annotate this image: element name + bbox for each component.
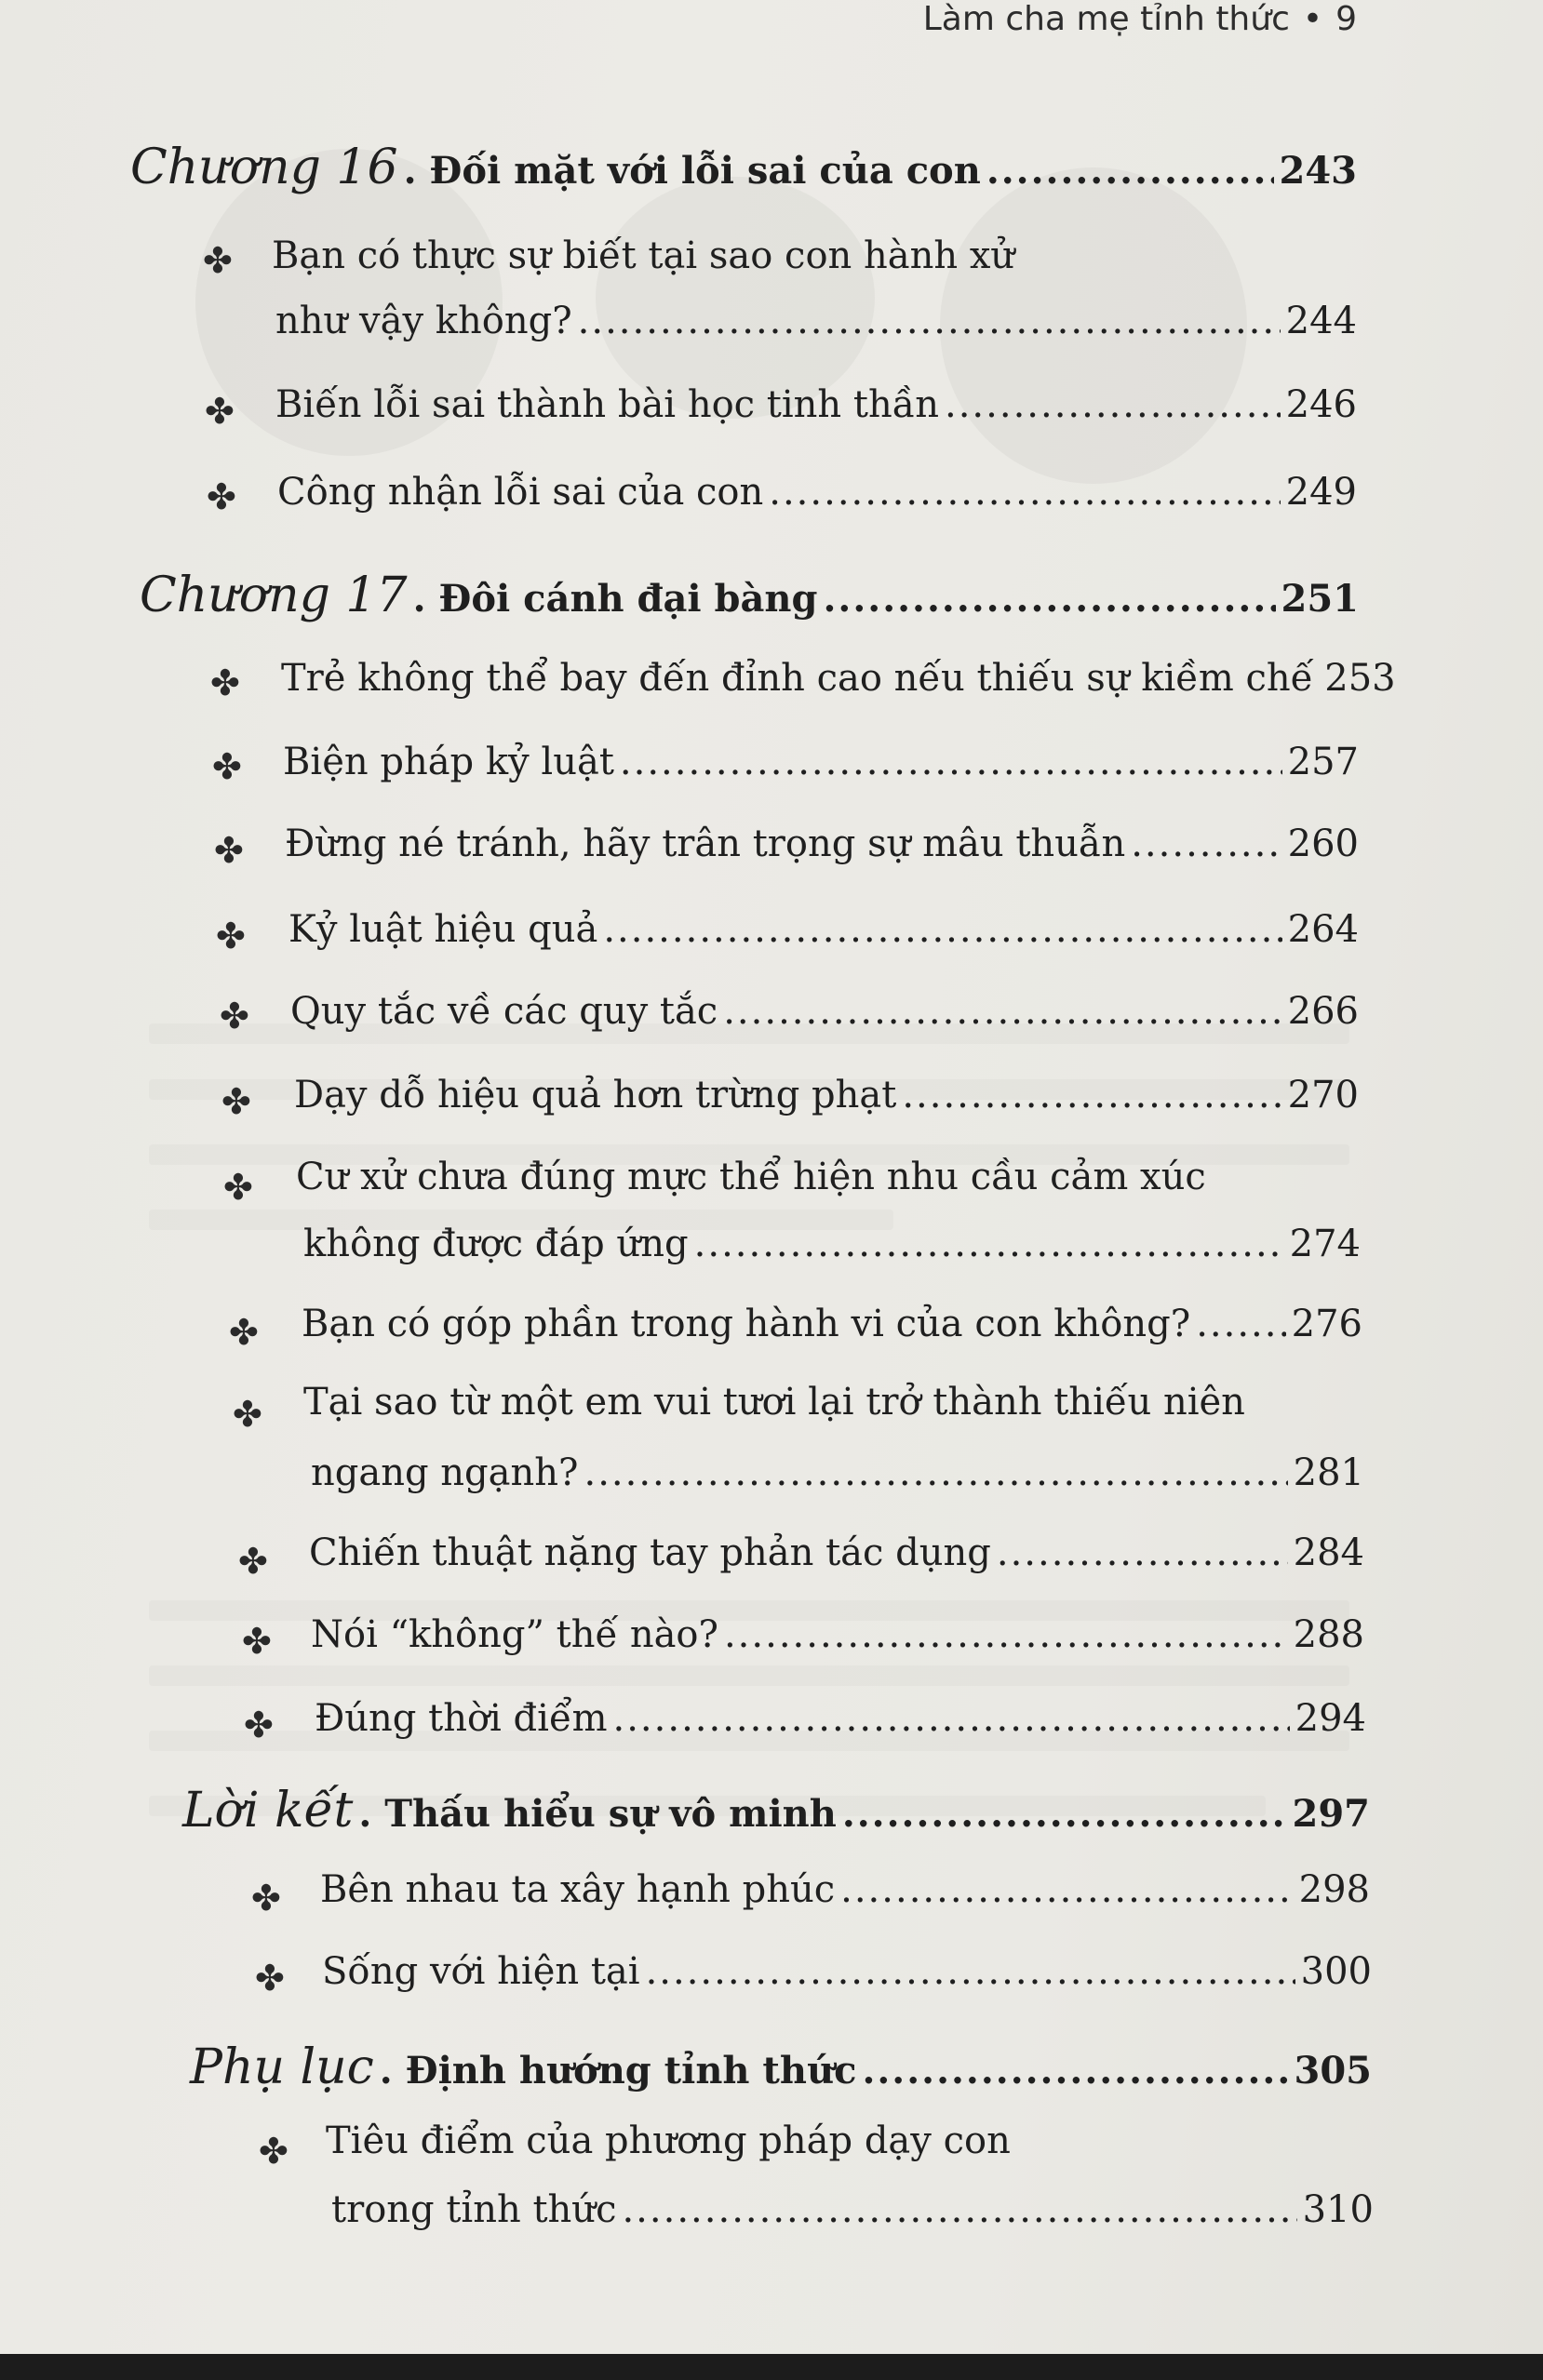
toc-entry [294, 1074, 1359, 1116]
clover-ornament-icon: ✤ [203, 240, 233, 281]
toc-entry [275, 383, 1357, 426]
toc-entry-title: Biện pháp kỷ luật [283, 741, 614, 783]
toc-entry-line: Cư xử chưa đúng mực thể hiện nhu cầu cảm xúc [296, 1156, 1206, 1198]
page-ref: 243 [1279, 149, 1357, 193]
toc-entry [288, 908, 1359, 951]
dot-leader [724, 1613, 1288, 1656]
clover-ornament-icon: ✤ [255, 1958, 285, 1999]
chapter-label: Chương 17 [140, 568, 408, 623]
clover-ornament-icon: ✤ [244, 1705, 274, 1745]
page-ref: 274 [1289, 1223, 1361, 1265]
show-through-illustration [596, 177, 875, 419]
dot-leader [613, 1697, 1290, 1740]
page-ref: 260 [1287, 822, 1359, 865]
separator: • [1302, 0, 1323, 38]
page-ref: 310 [1302, 2188, 1374, 2231]
toc-entry [309, 1531, 1364, 1574]
page-ref: 249 [1285, 471, 1357, 514]
clover-ornament-icon: ✤ [210, 662, 240, 703]
toc-entry [275, 300, 1357, 342]
dot-leader [1196, 1303, 1285, 1345]
dot-leader [840, 1868, 1294, 1911]
page-ref: 253 [1324, 657, 1396, 700]
toc-entry-title: Bên nhau ta xây hạnh phúc [320, 1868, 836, 1911]
page-ref: 251 [1281, 577, 1359, 621]
page-bottom-edge [0, 2354, 1543, 2380]
clover-ornament-icon: ✤ [207, 476, 236, 517]
page-ref: 266 [1287, 990, 1359, 1033]
toc-entry [311, 1451, 1364, 1494]
toc-entry [315, 1697, 1366, 1740]
chapter-label: Lời kết [182, 1783, 354, 1838]
clover-ornament-icon: ✤ [229, 1312, 259, 1353]
dot-leader [1131, 822, 1281, 865]
chapter-title: . Thấu hiểu sự vô minh [358, 1792, 837, 1836]
toc-entry [283, 741, 1359, 783]
dot-leader [620, 741, 1282, 783]
page-ref: 270 [1287, 1074, 1359, 1116]
page-ref: 281 [1293, 1451, 1364, 1494]
clover-ornament-icon: ✤ [220, 996, 249, 1036]
toc-entry-title: Công nhận lỗi sai của con [277, 471, 764, 514]
toc-entry-title: Biến lỗi sai thành bài học tinh thần [275, 383, 939, 426]
toc-appendix [190, 2039, 1372, 2095]
dot-leader [769, 471, 1280, 514]
toc-entry-title: Quy tắc về các quy tắc [290, 990, 718, 1033]
toc-entry [311, 1613, 1364, 1656]
page-ref: 264 [1287, 908, 1359, 951]
toc-entry-title: Kỷ luật hiệu quả [288, 908, 598, 951]
toc-entry [285, 822, 1359, 865]
toc-entry [320, 1868, 1370, 1911]
chapter-label: Phụ lục [190, 2039, 374, 2095]
chapter-label: Chương 16 [130, 140, 398, 195]
clover-ornament-icon: ✤ [216, 916, 246, 956]
page-ref: 276 [1291, 1303, 1362, 1345]
page-ref: 257 [1287, 741, 1359, 783]
toc-entry-title: Chiến thuật nặng tay phản tác dụng [309, 1531, 991, 1574]
clover-ornament-icon: ✤ [205, 391, 235, 432]
page-ref: 284 [1293, 1531, 1364, 1574]
dot-leader [578, 300, 1281, 342]
toc-entry [290, 990, 1359, 1033]
chapter-title: . Đối mặt với lỗi sai của con [403, 149, 981, 193]
dot-leader [584, 1451, 1287, 1494]
dot-leader [603, 908, 1281, 951]
chapter-title: . Định hướng tỉnh thức [379, 2049, 857, 2093]
toc-entry-title: Đúng thời điểm [315, 1697, 608, 1740]
clover-ornament-icon: ✤ [214, 830, 244, 871]
page-ref: 305 [1294, 2049, 1372, 2093]
page-ref: 294 [1295, 1697, 1366, 1740]
toc-entry [303, 1223, 1361, 1265]
dot-leader [646, 1950, 1295, 1993]
dot-leader [945, 383, 1281, 426]
page-ref: 288 [1293, 1613, 1364, 1656]
toc-entry-title: ngang ngạnh? [311, 1451, 579, 1494]
dot-leader [902, 1074, 1281, 1116]
toc-entry [331, 2188, 1374, 2231]
toc-entry-title: Nói “không” thế nào? [311, 1613, 718, 1656]
toc-entry [322, 1950, 1372, 1993]
page-ref: 244 [1285, 300, 1357, 342]
toc-entry [281, 657, 1396, 700]
toc-entry-title: Bạn có góp phần trong hành vi của con không? [302, 1303, 1191, 1345]
toc-epilogue [182, 1783, 1370, 1838]
show-through-text [149, 1665, 1349, 1686]
page-number: 9 [1335, 0, 1357, 38]
toc-entry-title: Đừng né tránh, hãy trân trọng sự mâu thuẫn [285, 822, 1126, 865]
chapter-title: . Đôi cánh đại bàng [412, 577, 818, 621]
toc-entry-line: Tại sao từ một em vui tươi lại trở thành thiếu niên [303, 1381, 1245, 1424]
clover-ornament-icon: ✤ [212, 746, 242, 787]
clover-ornament-icon: ✤ [251, 1878, 281, 1919]
dot-leader [723, 990, 1281, 1033]
clover-ornament-icon: ✤ [233, 1394, 262, 1435]
page-ref: 300 [1300, 1950, 1372, 1993]
page-ref: 246 [1285, 383, 1357, 426]
toc-chapter-17 [140, 568, 1359, 623]
toc-entry-title: như vậy không? [275, 300, 572, 342]
toc-entry-title: không được đáp ứng [303, 1223, 689, 1265]
toc-entry-title: trong tỉnh thức [331, 2188, 617, 2231]
toc-entry-title: Trẻ không thể bay đến đỉnh cao nếu thiếu sự kiềm chế [281, 657, 1314, 700]
dot-leader [823, 577, 1275, 621]
toc-entry [302, 1303, 1362, 1345]
toc-entry [277, 471, 1357, 514]
toc-entry-title: Dạy dỗ hiệu quả hơn trừng phạt [294, 1074, 897, 1116]
clover-ornament-icon: ✤ [221, 1081, 251, 1122]
clover-ornament-icon: ✤ [238, 1541, 268, 1582]
clover-ornament-icon: ✤ [223, 1167, 253, 1208]
dot-leader [622, 2188, 1296, 2231]
dot-leader [842, 1792, 1287, 1836]
dot-leader [694, 1223, 1284, 1265]
clover-ornament-icon: ✤ [242, 1621, 272, 1662]
dot-leader [862, 2049, 1288, 2093]
page-ref: 297 [1292, 1792, 1370, 1836]
running-head [923, 0, 1357, 38]
toc-entry-line: Bạn có thực sự biết tại sao con hành xử [272, 234, 1015, 277]
toc-chapter-16 [130, 140, 1357, 195]
dot-leader [997, 1531, 1288, 1574]
toc-entry-line: Tiêu điểm của phương pháp dạy con [326, 2119, 1011, 2162]
book-title: Làm cha mẹ tỉnh thức [922, 0, 1290, 38]
dot-leader [986, 149, 1274, 193]
toc-entry-title: Sống với hiện tại [322, 1950, 640, 1993]
page-ref: 298 [1298, 1868, 1370, 1911]
clover-ornament-icon: ✤ [259, 2131, 288, 2172]
